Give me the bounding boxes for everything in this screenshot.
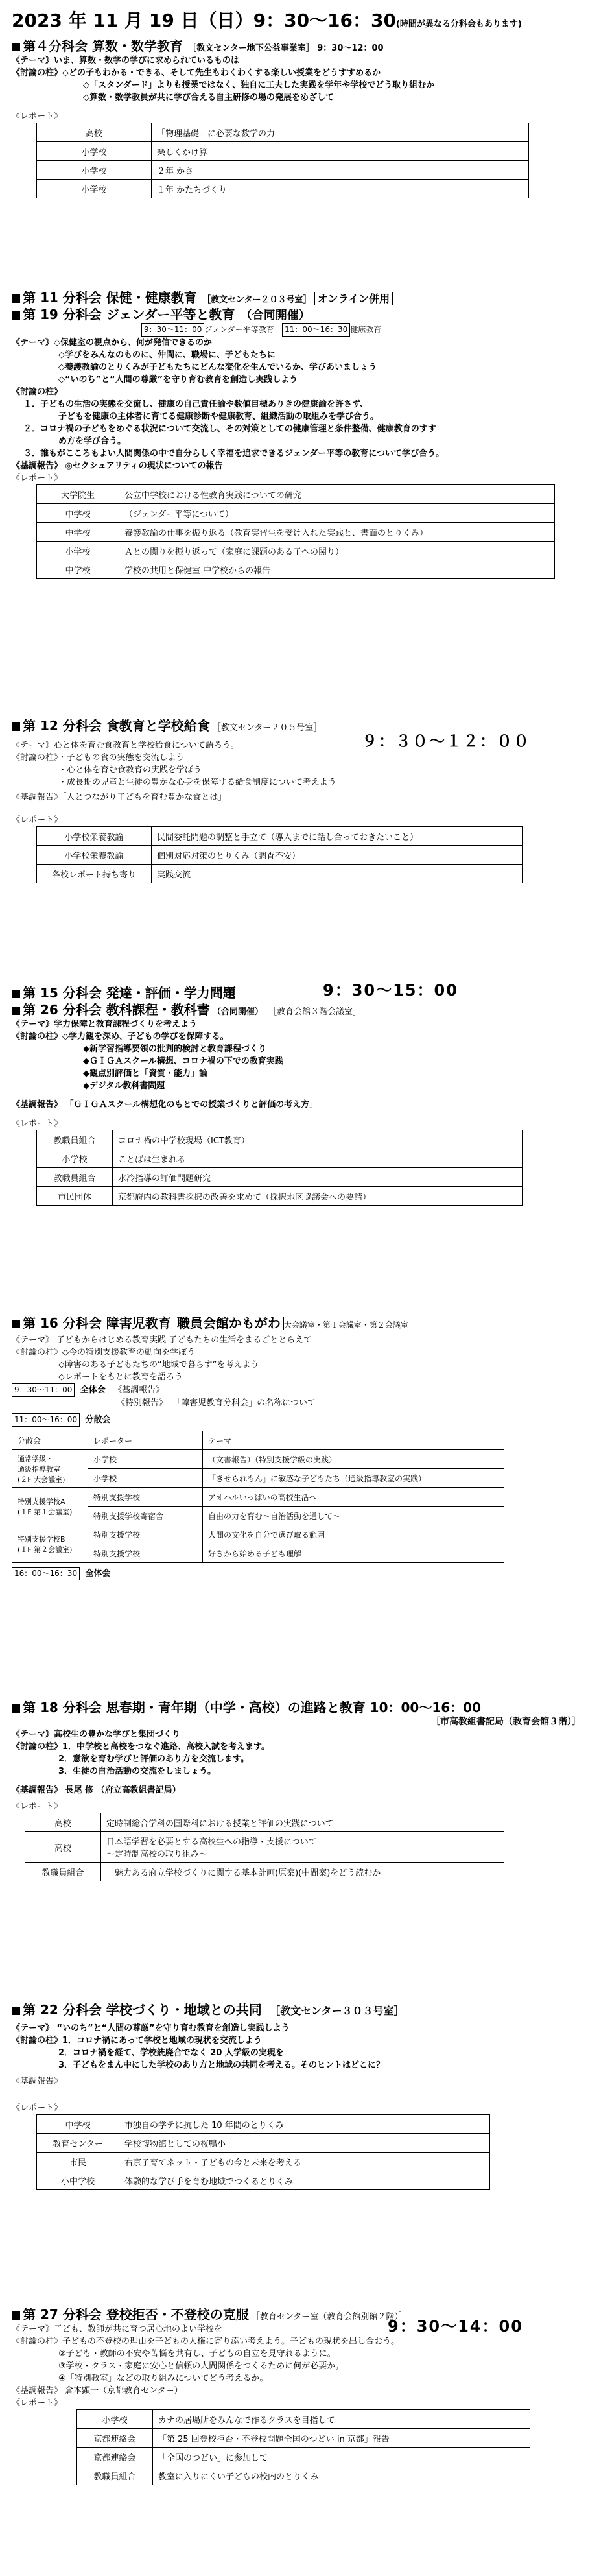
text: 第 11 分科会 保健・健康教育 bbox=[23, 290, 197, 305]
time-box: 11：00～16：00 bbox=[12, 1413, 80, 1427]
table-cell: ２年 かさ bbox=[152, 161, 529, 180]
text: 第 12 分科会 食教育と学校給食 bbox=[23, 718, 210, 733]
text: 《レポート》 bbox=[12, 1119, 63, 1128]
table-row bbox=[25, 1863, 504, 1881]
text: 《レポート》 bbox=[12, 2103, 63, 2113]
table-row bbox=[37, 1168, 523, 1187]
section-16 bbox=[12, 1317, 587, 1580]
text: 《討論の柱》 bbox=[12, 753, 58, 763]
table-cell: 「物理基礎」に必要な数学の力 bbox=[152, 123, 529, 142]
text: 《討論の柱》 bbox=[12, 1742, 63, 1752]
table-row bbox=[77, 2466, 530, 2485]
square-bullet-icon bbox=[12, 2007, 20, 2015]
plan-item: ◇算数・数学教員が共に学び合える自主研修の場の発展をめざして bbox=[83, 93, 334, 102]
text: 子どもの不登校の理由を子どもの人権に寄り添い考えよう。子どもの現状を出し合おう。 bbox=[62, 2337, 400, 2346]
text: 《テーマ》 “いのち”と“人間の尊厳”を守り育む教育を創造し実践しよう bbox=[12, 2023, 290, 2033]
text: ◇養護教諭のとりくみが子どもたちにどんな変化を生んでいるか、学びあいましょう bbox=[58, 363, 377, 372]
table-row bbox=[37, 865, 523, 883]
table-cell: 日本語学習を必要とする高校生への指導・支援について ～定時制高校の取り組み～ bbox=[101, 1832, 504, 1863]
text: 第 19 分科会 ジェンダー平等と教育 bbox=[23, 307, 235, 322]
text: 《テーマ》子ども、教師が共に育つ居心地のよい学校を bbox=[12, 2324, 223, 2334]
text: ・成長期の児童と生徒の豊かな心身を保障する給食制度について考えよう bbox=[58, 778, 336, 787]
table-cell: 小学校 bbox=[37, 180, 152, 198]
text: １．子どもの生活の実態を交流し、健康の自己責任論や数値目標ありきの健康論を許さず、 bbox=[23, 400, 368, 409]
session-time: 9：30～15：00 bbox=[323, 981, 458, 999]
table-cell: 教職員組合 bbox=[25, 1863, 101, 1881]
text: ・心と体を育む食教育の実践を学ぼう bbox=[58, 765, 202, 775]
session-time: 9：30～14：00 bbox=[388, 2317, 523, 2335]
table-row bbox=[12, 1525, 504, 1544]
table-row bbox=[12, 1488, 504, 1507]
text: 《テーマ》心と体を育む食教育と学校給食について語ろう。 bbox=[12, 741, 239, 750]
text: 《特別報告》 bbox=[117, 1398, 168, 1408]
table-row bbox=[77, 2410, 530, 2429]
text: 全体会 bbox=[80, 1385, 106, 1395]
table-cell: 小学校 bbox=[37, 1149, 113, 1168]
table-cell: 京都府内の教科書採択の改善を求めて（採択地区協議会への要請） bbox=[113, 1187, 523, 1206]
table-cell: 分散会 bbox=[12, 1431, 88, 1450]
table-row bbox=[37, 142, 529, 161]
text: 《レポート》 bbox=[12, 1802, 63, 1811]
table-row bbox=[37, 560, 555, 579]
table-cell: 通常学級・ 通級指導教室 (２F 大会議室) bbox=[12, 1450, 88, 1488]
text: ◇学びをみんなのものに、仲間に、職場に、子どもたちに bbox=[58, 350, 276, 360]
report-table bbox=[36, 484, 555, 579]
text: 《レポート》 bbox=[12, 2398, 63, 2408]
table-cell: 自由の力を育む～自治活動を通して～ bbox=[203, 1507, 504, 1525]
table-row bbox=[25, 1813, 504, 1832]
table-row bbox=[25, 1832, 504, 1863]
venue-box: 職員会館かもがわ bbox=[174, 1317, 284, 1330]
table-cell: 右京子育てネット・子どもの今と未来を考える bbox=[119, 2153, 490, 2171]
text: 《討論の柱》 bbox=[12, 1348, 63, 1357]
text: 《基調報告》 倉本顕一（京都教育センター） bbox=[12, 2386, 183, 2396]
table-cell: 中学校 bbox=[37, 560, 119, 579]
table-row bbox=[37, 846, 523, 865]
table-row bbox=[37, 504, 555, 523]
table-cell: 人間の文化を自分で選び取る範囲 bbox=[203, 1525, 504, 1544]
text: 2．コロナ禍を経て、学校統廃合でなく 20 人学級の実現を bbox=[58, 2048, 284, 2058]
square-bullet-icon bbox=[12, 2311, 20, 2320]
report-table bbox=[36, 123, 529, 198]
text: ④「特別教室」などの取り組みについてどう考えるか。 bbox=[58, 2374, 268, 2383]
table-row bbox=[37, 1187, 523, 1206]
table-row bbox=[37, 123, 529, 142]
table-cell: 特別支援学校寄宿舎 bbox=[88, 1507, 203, 1525]
table-cell: 教室に入りにくい子どもの校内のとりくみ bbox=[153, 2466, 530, 2485]
table-cell: 小学校 bbox=[88, 1450, 203, 1469]
table-cell: 小学校 bbox=[77, 2410, 153, 2429]
square-bullet-icon bbox=[12, 311, 20, 320]
table-row bbox=[37, 827, 523, 846]
section-18 bbox=[12, 1702, 587, 1881]
square-bullet-icon bbox=[12, 1320, 20, 1328]
section-15-26 bbox=[12, 981, 587, 1206]
square-bullet-icon bbox=[12, 722, 20, 731]
table-cell: 特別支援学校A (１F 第１会議室) bbox=[12, 1488, 88, 1525]
table-cell: 「魅力ある府立学校づくりに関する基本計画(原案)(中間案)をどう読むか bbox=[101, 1863, 504, 1881]
text: 第 18 分科会 思春期・青年期（中学・高校）の進路と教育 10：00～16：00 bbox=[23, 1700, 482, 1715]
section-11-19 bbox=[12, 292, 587, 579]
text: ２．コロナ禍の子どもをめぐる状況について交流し、その対策としての健康管理と条件整備、健康教育のすす bbox=[23, 424, 436, 434]
text: 3．生徒の自治活動の交流をしましょう。 bbox=[58, 1767, 217, 1776]
text: 3．子どもをまん中にした学校のあり方と地域の共同を考える。そのヒントはどこに？ bbox=[58, 2060, 385, 2070]
table-cell: 「全国のつどい」に参加して bbox=[153, 2448, 530, 2466]
square-bullet-icon bbox=[12, 294, 20, 303]
text: （合同開催） bbox=[240, 309, 311, 322]
table-cell: 特別支援学校 bbox=[88, 1488, 203, 1507]
text: 《テーマ》高校生の豊かな学びと集団づくり bbox=[12, 1730, 181, 1739]
text: 「障害児教育分科会」の名称について bbox=[172, 1398, 316, 1408]
text: ◆デジタル教科書問題 bbox=[83, 1081, 165, 1091]
table-cell: 「きせられもん」に敏感な子どもたち（通級指導教室の実践） bbox=[203, 1469, 504, 1488]
time-box: 11：00～16：30 bbox=[282, 323, 350, 337]
text: （合同開催） bbox=[212, 1007, 263, 1017]
table-cell: アオハルいっぱいの高校生活へ bbox=[203, 1488, 504, 1507]
report-table bbox=[36, 1130, 523, 1206]
text: 子どもを健康の主体者に育てる健康診断や健康教育、組織活動の取組みを学び合う。 bbox=[58, 412, 379, 422]
table-cell: 実践交流 bbox=[152, 865, 523, 883]
table-row bbox=[37, 2153, 490, 2171]
section-22 bbox=[12, 2004, 587, 2190]
table-row bbox=[12, 1431, 504, 1450]
plan-label: 《討論の柱》 bbox=[12, 68, 63, 78]
text: ◇レポートをもとに教育を語ろう bbox=[58, 1372, 183, 1382]
table-cell: 「第 25 回登校拒否・不登校問題全国のつどい in 京都」報告 bbox=[153, 2429, 530, 2448]
text: ◇障害のある子どもたちの“地域で暮らす”を考えよう bbox=[58, 1360, 259, 1370]
table-row bbox=[37, 2171, 490, 2190]
table-cell: 定時制総合学科の国際科における授業と評価の実践について bbox=[101, 1813, 504, 1832]
table-cell: 養護教諭の仕事を振り返る（教育実習生を受け入れた実践と、書面のとりくみ） bbox=[119, 523, 555, 542]
table-cell: 小学校 bbox=[88, 1469, 203, 1488]
table-cell: 高校 bbox=[25, 1832, 101, 1863]
text: 《基調報告》 bbox=[12, 2077, 63, 2086]
text: ［市高教組書記局（教育会館３階）］ bbox=[431, 1717, 581, 1727]
text: 《基調報告》 「ＧＩＧＡスクール構想化のもとでの授業づくりと評価の考え方」 bbox=[12, 1100, 318, 1110]
time-box: 16：00～16：30 bbox=[12, 1567, 80, 1580]
text: 1．中学校と高校をつなぐ進路、高校入試を考えます。 bbox=[62, 1742, 270, 1752]
table-cell: （文書報告）（特別支援学級の実践） bbox=[203, 1450, 504, 1469]
section-4 bbox=[12, 40, 587, 198]
text: 《レポート》 bbox=[12, 815, 63, 825]
table-cell: 水冷指導の評価問題研究 bbox=[113, 1168, 523, 1187]
table-cell: 公立中学校における性教育実践についての研究 bbox=[119, 485, 555, 504]
text: 《討論の柱》 bbox=[12, 1032, 63, 1042]
text: ［教文センター２０５号室］ bbox=[212, 723, 322, 733]
table-cell: 市民団体 bbox=[37, 1187, 113, 1206]
table-cell: ことばは生まれる bbox=[113, 1149, 523, 1168]
table-cell: 京都連絡会 bbox=[77, 2429, 153, 2448]
table-cell: 教職員組合 bbox=[77, 2466, 153, 2485]
report-table bbox=[76, 2409, 530, 2485]
table-cell: テーマ bbox=[203, 1431, 504, 1450]
page-header bbox=[12, 6, 522, 32]
plan-item: ◇「スタンダード」よりも授業ではなく、独自に工夫した実践を学年や学校でどう取り組むか bbox=[83, 80, 435, 90]
table-cell: 特別支援学校B (１F 第２会議室) bbox=[12, 1525, 88, 1563]
text: 《討論の柱》 bbox=[12, 387, 63, 397]
table-cell: 教職員組合 bbox=[37, 1168, 113, 1187]
text: 《基調報告》「人とつながり子どもを育む豊かな食とは」 bbox=[12, 793, 227, 802]
text: ［教文センター３０３号室］ bbox=[270, 2005, 405, 2017]
text: 第 27 分科会 登校拒否・不登校の克服 bbox=[23, 2307, 249, 2322]
report-label: 《レポート》 bbox=[12, 112, 63, 121]
table-row bbox=[37, 1149, 523, 1168]
table-cell: 小学校 bbox=[37, 542, 119, 560]
section-27 bbox=[12, 2309, 587, 2485]
text: ◆観点別評価と「資質・能力」論 bbox=[83, 1069, 207, 1079]
report-table bbox=[25, 1813, 504, 1881]
text: ◇今の特別支援教育の動向を学ぼう bbox=[62, 1348, 196, 1357]
text: ３．誰もがこころもよい人間関係の中で自分らしく幸福を追求できるジェンダー平等の教育について学び合う。 bbox=[23, 449, 444, 459]
text: 《討論の柱》 bbox=[12, 2036, 63, 2045]
table-cell: 小中学校 bbox=[37, 2171, 119, 2190]
table-row bbox=[37, 161, 529, 180]
text: 第 22 分科会 学校づくり・地域との共同 bbox=[23, 2002, 262, 2018]
square-bullet-icon bbox=[12, 43, 20, 51]
text: 《基調報告》 bbox=[113, 1385, 165, 1395]
table-cell: 学校博物館としての桜鴨小 bbox=[119, 2134, 490, 2153]
table-cell: コロナ禍の中学校現場（ICT教育） bbox=[113, 1130, 523, 1149]
text: 分散会 bbox=[85, 1415, 111, 1425]
text: ジェンダー平等教育 bbox=[204, 325, 274, 334]
table-cell: 小学校栄養教諭 bbox=[37, 827, 152, 846]
table-cell: 特別支援学校 bbox=[88, 1525, 203, 1544]
text: 《基調報告》 長尾 修 （府立高教組書記局） bbox=[12, 1785, 181, 1795]
table-cell: Ａとの関りを振り返って（家庭に課題のある子への関り） bbox=[119, 542, 555, 560]
text: 《テーマ》 子どもからはじめる教育実践 子どもたちの生活をまるごととらえて bbox=[12, 1335, 312, 1345]
text: ［教文センター２０３号室］ bbox=[202, 295, 312, 305]
square-bullet-icon bbox=[12, 990, 20, 998]
section-venue: ［教文センター地下公益事業室］ 9：30～12：00 bbox=[188, 43, 384, 53]
section-title: 第４分科会 算数・数学教育 bbox=[23, 38, 183, 54]
text: ◆新学習指導要領の批判的検討と教育課程づくり bbox=[83, 1044, 266, 1054]
table-cell: 中学校 bbox=[37, 523, 119, 542]
text: め方を学び合う。 bbox=[58, 436, 126, 446]
text: 《テーマ》◇保健室の視点から、何が発信できるのか bbox=[12, 338, 212, 348]
section-12 bbox=[12, 720, 587, 883]
text: 《レポート》 bbox=[12, 473, 63, 483]
table-cell: 大学院生 bbox=[37, 485, 119, 504]
text: 《基調報告》 ◎セクシュアリティの現状についての報告 bbox=[12, 461, 223, 471]
header-note: (時間が異なる分科会もあります) bbox=[395, 19, 522, 29]
table-row bbox=[37, 523, 555, 542]
table-cell: 各校レポート持ち寄り bbox=[37, 865, 152, 883]
plan-item: ◇どの子もわかる・できる、そして先生もわくわくする楽しい授業をどうすすめるか bbox=[62, 68, 381, 78]
table-cell: カナの居場所をみんなで作るクラスを目指して bbox=[153, 2410, 530, 2429]
text: 《討論の柱》 bbox=[12, 2337, 63, 2346]
table-cell: 中学校 bbox=[37, 2115, 119, 2134]
table-cell: 中学校 bbox=[37, 504, 119, 523]
table-cell: 小学校 bbox=[37, 161, 152, 180]
time-box: 9：30～11：00 bbox=[141, 323, 204, 337]
date-title: 2023 年 11 月 19 日（日）9：30～16：30 bbox=[12, 10, 396, 31]
table-cell: 個別対応対策のとりくみ（調査不安） bbox=[152, 846, 523, 865]
text: ◆ＧＩＧＡスクール構想、コロナ禍の下での教育実践 bbox=[83, 1056, 283, 1066]
table-cell: 市独自の学テに抗した 10 年間のとりくみ bbox=[119, 2115, 490, 2134]
theme: 《テーマ》いま、算数・数学の学びに求められているものは bbox=[12, 56, 240, 66]
table-cell: 市民 bbox=[37, 2153, 119, 2171]
table-row bbox=[37, 2134, 490, 2153]
table-cell: 京都連絡会 bbox=[77, 2448, 153, 2466]
table-cell: 民間委託問題の調整と手立て（導入までに話し合っておきたいこと） bbox=[152, 827, 523, 846]
table-cell: 特別支援学校 bbox=[88, 1544, 203, 1563]
table-cell: 体験的な学び手を育む地域でつくるとりくみ bbox=[119, 2171, 490, 2190]
text: ◇学力観を深め、子どもの学びを保障する。 bbox=[62, 1032, 229, 1042]
text: ［教育センター室（教育会館別館２階）］ bbox=[251, 2312, 407, 2322]
table-cell: 楽しくかけ算 bbox=[152, 142, 529, 161]
table-cell: 教職員組合 bbox=[37, 1130, 113, 1149]
text: 2．意欲を育む学びと評価のあり方を交流します。 bbox=[58, 1754, 250, 1764]
text: 第 15 分科会 発達・評価・学力問題 bbox=[23, 985, 236, 1001]
table-row bbox=[12, 1450, 504, 1469]
text: 第 16 分科会 障害児教育 bbox=[23, 1315, 171, 1331]
table-cell: 高校 bbox=[25, 1813, 101, 1832]
online-badge: オンライン併用 bbox=[314, 292, 393, 305]
table-cell: （ジェンダー平等について） bbox=[119, 504, 555, 523]
table-row bbox=[37, 180, 529, 198]
text: 第 26 分科会 教科課程・教科書 bbox=[23, 1002, 210, 1018]
table-cell: １年 かたちづくり bbox=[152, 180, 529, 198]
breakout-table bbox=[12, 1431, 504, 1563]
table-cell: 教育センター bbox=[37, 2134, 119, 2153]
text: 健康教育 bbox=[350, 325, 382, 334]
report-table bbox=[36, 2114, 490, 2190]
table-cell: 好きから始める子ども理解 bbox=[203, 1544, 504, 1563]
square-bullet-icon bbox=[12, 1007, 20, 1015]
report-table bbox=[36, 826, 523, 883]
session-time: ９：３０～１２：００ bbox=[362, 732, 530, 750]
table-cell: 高校 bbox=[37, 123, 152, 142]
time-box: 9：30～11：00 bbox=[12, 1383, 75, 1397]
text: 大会議室・第１会議室・第２会議室 bbox=[283, 1320, 408, 1330]
square-bullet-icon bbox=[12, 1704, 20, 1713]
text: ◇“いのち”と“人間の尊厳”を守り育む教育を創造し実践しよう bbox=[58, 375, 298, 385]
text: 全体会 bbox=[85, 1569, 111, 1579]
text: ②子ども・教師の不安や苦悩を共有し、子どもの自立を見守れるように。 bbox=[58, 2349, 336, 2359]
table-row bbox=[37, 485, 555, 504]
table-row bbox=[77, 2429, 530, 2448]
text: 《テーマ》学力保障と教育課程づくりを考えよう bbox=[12, 1020, 198, 1029]
text: ・子どもの食の実態を交流しよう bbox=[58, 753, 185, 763]
table-row bbox=[77, 2448, 530, 2466]
table-cell: レポーター bbox=[88, 1431, 203, 1450]
table-row bbox=[37, 1130, 523, 1149]
table-cell: 学校の共用と保健室 中学校からの報告 bbox=[119, 560, 555, 579]
table-row bbox=[37, 2115, 490, 2134]
table-row bbox=[37, 542, 555, 560]
text: ［教育会館３階会議室］ bbox=[268, 1007, 362, 1017]
table-cell: 小学校栄養教諭 bbox=[37, 846, 152, 865]
text: 1．コロナ禍にあって学校と地域の現状を交流しよう bbox=[62, 2036, 262, 2045]
table-cell: 小学校 bbox=[37, 142, 152, 161]
text: ③学校・クラス・家庭に安心と信頼の人間関係をつくるために何が必要か。 bbox=[58, 2361, 344, 2371]
